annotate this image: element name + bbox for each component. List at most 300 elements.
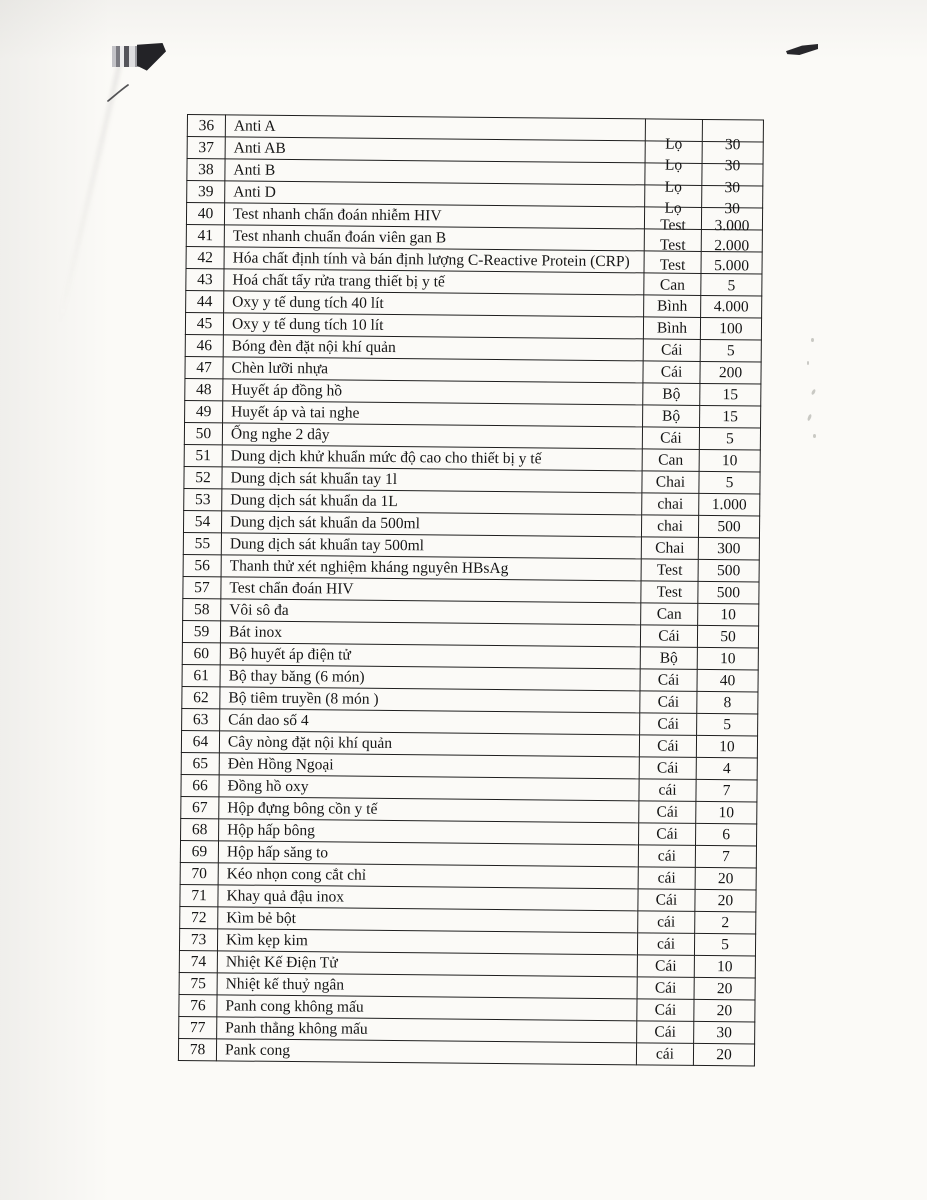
unit-cell-text: cái: [657, 869, 676, 887]
unit-cell-text: cái: [655, 1045, 675, 1063]
row-number-cell-text: 63: [192, 710, 209, 728]
row-number-cell-text: 50: [195, 424, 212, 442]
unit-cell: [638, 889, 695, 912]
unit-cell-text: Test: [656, 583, 683, 601]
row-number-cell: [183, 510, 221, 532]
quantity-cell-text: 500: [717, 517, 741, 535]
unit-cell: [643, 361, 700, 384]
quantity-cell: [699, 449, 760, 472]
row-number-cell: [183, 532, 221, 554]
unit-cell-text: Can: [656, 605, 682, 623]
quantity-cell: [696, 801, 757, 824]
row-number-cell: [186, 290, 224, 312]
quantity-cell-text: 2.000: [714, 236, 750, 254]
row-number-cell: [182, 664, 220, 686]
row-number-cell-text: 39: [197, 182, 214, 200]
unit-cell-text: Lọ: [665, 135, 683, 153]
item-name-cell-text: Oxy y tế dung tích 10 lít: [231, 314, 384, 334]
unit-cell-text: cái: [658, 781, 677, 799]
unit-cell-text: Cái: [657, 671, 680, 689]
row-number-cell-text: 72: [190, 908, 207, 926]
row-number-cell-text: 54: [194, 512, 211, 530]
row-number-cell-text: 48: [196, 380, 212, 398]
unit-cell-text: cái: [656, 935, 676, 953]
unit-cell-text: chai: [657, 517, 684, 535]
unit-cell: [643, 383, 700, 406]
item-name-cell-text: Dung dịch sát khuẩn da 500ml: [230, 512, 421, 532]
row-number-cell: [182, 642, 220, 664]
quantity-cell: [700, 405, 761, 428]
row-number-cell-text: 40: [197, 204, 214, 222]
unit-cell-text: Bộ: [662, 385, 681, 403]
unit-cell: [638, 845, 695, 868]
quantity-cell-text: 10: [721, 451, 738, 469]
row-number-cell: [185, 378, 223, 400]
unit-cell-text: Lọ: [664, 178, 683, 196]
quantity-cell-text: 5.000: [714, 256, 750, 274]
quantity-cell: [696, 779, 757, 802]
row-number-cell-text: 69: [191, 842, 208, 860]
unit-cell: [636, 1043, 693, 1066]
row-number-cell-text: 61: [193, 666, 209, 684]
quantity-cell-text: 20: [716, 979, 733, 997]
quantity-cell-text: 2: [721, 913, 730, 931]
row-number-cell: [178, 1038, 216, 1060]
unit-cell: [641, 603, 698, 626]
quantity-cell: [696, 735, 757, 758]
row-number-cell: [184, 466, 222, 488]
bleed-through-speck: [807, 414, 812, 422]
item-name-cell-text: Nhiệt kế thuỷ ngân: [225, 974, 345, 994]
item-name-cell-text: Test chẩn đoán HIV: [229, 578, 354, 598]
row-number-cell: [180, 906, 218, 928]
quantity-cell: [698, 559, 759, 582]
table-row: [178, 1038, 754, 1066]
unit-cell: [644, 273, 701, 296]
item-name-cell-text: Test nhanh chẩn đoán nhiễm HIV: [232, 204, 442, 224]
unit-cell: [642, 427, 699, 450]
unit-cell-text: Test: [660, 216, 686, 234]
item-name-cell-text: Kéo nhọn cong cắt chỉ: [226, 864, 367, 884]
unit-cell-text: Cái: [655, 891, 678, 909]
row-number-cell-text: 42: [197, 248, 213, 266]
row-number-cell-text: 71: [191, 886, 207, 904]
row-number-cell-text: 64: [192, 732, 209, 750]
row-number-cell-text: 78: [189, 1040, 206, 1058]
quantity-cell: [695, 867, 756, 890]
row-number-cell-text: 47: [196, 358, 212, 376]
row-number-cell-text: 60: [193, 644, 210, 662]
quantity-cell: [697, 669, 758, 692]
row-number-cell: [187, 137, 225, 159]
unit-cell: [641, 559, 698, 582]
unit-cell-text: Cái: [654, 1023, 677, 1041]
unit-cell-text: Cái: [657, 737, 679, 755]
row-number-cell-text: 43: [197, 270, 213, 288]
row-number-cell: [179, 972, 217, 994]
unit-cell: [640, 625, 697, 648]
row-number-cell: [185, 400, 223, 422]
unit-cell: [639, 735, 696, 758]
item-name-cell-text: Test nhanh chuẩn đoán viên gan B: [232, 226, 447, 246]
row-number-cell-text: 53: [194, 490, 211, 508]
row-number-cell-text: 41: [197, 226, 214, 244]
supply-table-body: [178, 115, 763, 1066]
quantity-cell-text: 200: [718, 363, 743, 381]
item-name-cell-text: Dung dịch sát khuẩn da 1L: [230, 490, 398, 510]
unit-cell-text: Can: [658, 451, 684, 469]
unit-cell: [643, 405, 700, 428]
row-number-cell: [186, 268, 224, 290]
clip-stripes: [112, 46, 139, 67]
item-name-cell-text: Bộ huyết áp điện tử: [228, 644, 351, 664]
row-number-cell-text: 52: [195, 468, 211, 486]
row-number-cell-text: 58: [193, 600, 210, 618]
unit-cell-text: Lọ: [664, 199, 682, 217]
unit-cell: [637, 999, 694, 1022]
unit-cell-text: Cái: [655, 957, 677, 975]
item-name-cell-text: Bát inox: [228, 622, 283, 641]
quantity-cell: [702, 119, 763, 153]
unit-cell-text: Cái: [657, 715, 680, 733]
quantity-cell: [699, 471, 760, 494]
quantity-cell-text: 500: [716, 583, 741, 601]
quantity-cell: [694, 1021, 755, 1044]
quantity-cell: [694, 933, 755, 956]
unit-cell-text: Cái: [660, 341, 683, 359]
row-number-cell-text: 57: [194, 578, 210, 596]
row-number-cell: [182, 686, 220, 708]
bleed-through-speck: [811, 389, 816, 396]
quantity-cell-text: 7: [721, 847, 730, 865]
quantity-cell: [699, 427, 760, 450]
bleed-through-speck: [813, 434, 816, 438]
quantity-cell-text: 4: [722, 759, 731, 777]
unit-cell: [641, 581, 698, 604]
row-number-cell-text: 77: [189, 1018, 206, 1036]
quantity-cell: [700, 361, 761, 384]
row-number-cell-text: 65: [192, 754, 209, 772]
item-name-cell-text: Dung dịch sát khuẩn tay 500ml: [229, 534, 425, 554]
unit-cell: [645, 119, 702, 153]
unit-cell: [641, 515, 698, 538]
item-name-cell-text: Huyết áp đồng hồ: [231, 380, 343, 400]
row-number-cell: [187, 115, 225, 137]
unit-cell-text: Cái: [656, 803, 679, 821]
quantity-cell: [694, 977, 755, 1000]
unit-cell-text: Cái: [657, 693, 680, 711]
item-name-cell-text: Hộp hấp săng to: [226, 842, 329, 861]
unit-cell: [641, 537, 698, 560]
quantity-cell: [695, 889, 756, 912]
unit-cell: [643, 339, 700, 362]
row-number-cell-text: 76: [190, 996, 206, 1014]
row-number-cell: [185, 356, 223, 378]
quantity-cell-text: 20: [716, 1001, 733, 1019]
row-number-cell-text: 74: [190, 952, 207, 970]
item-name-cell: [216, 1039, 636, 1065]
row-number-cell: [181, 774, 219, 796]
unit-cell: [642, 493, 699, 516]
row-number-cell: [186, 246, 224, 268]
unit-cell: [639, 779, 696, 802]
item-name-cell-text: Pank cong: [224, 1040, 291, 1059]
unit-cell-text: Cái: [656, 759, 679, 777]
quantity-cell-text: 6: [722, 825, 731, 843]
binder-clip-scan-mark: [112, 43, 166, 73]
row-number-cell: [186, 203, 224, 225]
quantity-cell: [694, 999, 755, 1022]
row-number-cell-text: 66: [192, 776, 208, 794]
quantity-cell: [697, 625, 758, 648]
quantity-cell-text: 30: [724, 156, 741, 174]
item-name-cell-text: Cây nòng đặt nội khí quản: [227, 732, 393, 752]
row-number-cell: [184, 422, 222, 444]
unit-cell: [642, 471, 699, 494]
quantity-cell-text: 30: [724, 199, 740, 217]
quantity-cell-text: 7: [722, 781, 731, 799]
item-name-cell-text: Đèn Hồng Ngoại: [227, 754, 334, 773]
row-number-cell: [181, 752, 219, 774]
unit-cell-text: cái: [657, 847, 677, 865]
quantity-cell-text: 10: [718, 803, 735, 821]
item-name-cell-text: Dung dịch sát khuẩn tay 1l: [230, 468, 398, 488]
item-name-cell-text: Hộp hấp bông: [227, 820, 316, 839]
item-name-cell-text: Thanh thử xét nghiệm kháng nguyên HBsAg: [229, 556, 509, 577]
quantity-cell-text: 10: [720, 605, 737, 623]
unit-cell: [644, 251, 701, 274]
bleed-through-speck: [811, 338, 814, 342]
unit-cell-text: Cái: [660, 429, 682, 447]
quantity-cell: [698, 537, 759, 560]
quantity-cell: [694, 955, 755, 978]
item-name-cell-text: Panh cong không mấu: [225, 996, 364, 1016]
unit-cell-text: cái: [657, 913, 676, 931]
quantity-cell-text: 20: [717, 891, 734, 909]
unit-cell-text: Chai: [655, 539, 685, 557]
item-name-cell-text: Anti D: [233, 182, 276, 201]
supply-table: [178, 114, 764, 1066]
unit-cell: [642, 449, 699, 472]
row-number-cell: [182, 708, 220, 730]
unit-cell-text: Bộ: [661, 407, 681, 425]
quantity-cell: [699, 493, 760, 516]
row-number-cell: [186, 224, 224, 246]
row-number-cell-text: 55: [194, 534, 211, 552]
item-name-cell-text: Hóa chất định tính và bán định lượng C-Reactive Protein (CRP): [232, 248, 630, 270]
quantity-cell-text: 5: [721, 935, 730, 953]
unit-cell: [640, 647, 697, 670]
quantity-cell-text: 8: [723, 693, 732, 711]
row-number-cell: [181, 796, 219, 818]
item-name-cell-text: Kìm bẻ bột: [226, 908, 297, 927]
row-number-cell-text: 44: [196, 292, 213, 310]
quantity-cell: [695, 845, 756, 868]
row-number-cell: [185, 334, 223, 356]
item-name-cell-text: Panh thẳng không mấu: [225, 1018, 368, 1038]
quantity-cell-text: 3.000: [714, 216, 750, 234]
quantity-cell: [701, 251, 762, 274]
quantity-cell: [697, 691, 758, 714]
quantity-cell: [696, 823, 757, 846]
row-number-cell: [179, 928, 217, 950]
row-number-cell: [180, 840, 218, 862]
unit-cell: [644, 295, 701, 318]
item-name-cell-text: Oxy y tế dung tích 40 lít: [232, 292, 384, 312]
unit-cell-text: Cái: [658, 627, 680, 645]
quantity-cell-text: 300: [717, 539, 741, 557]
row-number-cell: [181, 818, 219, 840]
row-number-cell-text: 37: [198, 138, 215, 156]
quantity-cell: [701, 295, 762, 318]
row-number-cell: [181, 730, 219, 752]
unit-cell-text: Bình: [656, 319, 688, 337]
quantity-cell-text: 30: [724, 178, 741, 196]
unit-cell-text: Chai: [655, 473, 686, 491]
item-name-cell-text: Bộ thay băng (6 món): [228, 666, 365, 686]
item-name-cell-text: Hộp đựng bông cồn y tế: [227, 798, 378, 818]
unit-cell-text: Cái: [654, 1001, 677, 1019]
quantity-cell-text: 20: [717, 869, 734, 887]
unit-cell-text: Bộ: [659, 649, 678, 667]
item-name-cell-text: Hoá chất tẩy rửa trang thiết bị y tế: [232, 270, 445, 290]
row-number-cell: [184, 488, 222, 510]
item-name-cell-text: Bộ tiêm truyền (8 món ): [228, 688, 379, 708]
unit-cell: [637, 933, 694, 956]
unit-cell-text: Lọ: [664, 156, 683, 174]
quantity-cell: [701, 273, 762, 296]
item-name-cell-text: Ống nghe 2 dây: [230, 424, 330, 443]
item-name-cell-text: Nhiệt Kế Điện Tử: [225, 952, 338, 971]
row-number-cell: [179, 950, 217, 972]
unit-cell-text: Cái: [656, 825, 678, 843]
row-number-cell-text: 49: [195, 402, 212, 420]
row-number-cell-text: 73: [190, 930, 207, 948]
quantity-cell: [698, 603, 759, 626]
row-number-cell-text: 70: [191, 864, 208, 882]
item-name-cell-text: Kìm kẹp kim: [225, 930, 308, 949]
item-name-cell-text: Bóng đèn đặt nội khí quản: [231, 336, 396, 356]
item-name-cell-text: Anti B: [233, 160, 276, 179]
row-number-cell-text: 75: [190, 974, 206, 992]
row-number-cell-text: 56: [194, 556, 211, 574]
quantity-cell: [698, 581, 759, 604]
row-number-cell: [179, 994, 217, 1016]
unit-cell: [637, 1021, 694, 1044]
unit-cell-text: Cái: [654, 979, 677, 997]
quantity-cell-text: 500: [716, 561, 741, 579]
row-number-cell-text: 46: [196, 336, 213, 354]
row-number-cell: [183, 576, 221, 598]
quantity-cell-text: 5: [726, 341, 735, 359]
quantity-cell-text: 15: [722, 407, 738, 425]
row-number-cell: [179, 1016, 217, 1038]
unit-cell-text: Test: [656, 561, 683, 579]
bleed-through-speck: [807, 361, 809, 365]
quantity-cell: [696, 757, 757, 780]
unit-cell-text: Cái: [660, 363, 683, 381]
quantity-cell-text: 50: [720, 627, 736, 645]
quantity-cell-text: 10: [719, 649, 736, 667]
row-number-cell: [184, 444, 222, 466]
unit-cell: [638, 867, 695, 890]
quantity-cell-text: 5: [725, 429, 734, 447]
row-number-cell: [180, 862, 218, 884]
quantity-cell-text: 20: [716, 1045, 732, 1063]
quantity-cell-text: 100: [719, 319, 743, 337]
quantity-cell-text: 10: [717, 957, 733, 975]
row-number-cell: [187, 159, 225, 181]
quantity-cell-text: 1.000: [711, 495, 747, 513]
item-name-cell-text: Khay quả đậu inox: [226, 886, 345, 906]
unit-cell-text: Can: [659, 276, 685, 294]
quantity-cell-text: 4.000: [713, 297, 749, 315]
unit-cell: [643, 317, 700, 340]
quantity-cell: [700, 383, 761, 406]
quantity-cell: [700, 317, 761, 340]
item-name-cell-text: Cán dao số 4: [228, 710, 309, 729]
row-number-cell-text: 59: [193, 622, 210, 640]
row-number-cell-text: 36: [198, 116, 215, 134]
item-name-cell-text: Huyết áp và tai nghe: [231, 402, 360, 422]
quantity-cell: [700, 339, 761, 362]
quantity-cell: [698, 515, 759, 538]
quantity-cell-text: 5: [725, 473, 734, 491]
row-number-cell: [187, 181, 225, 203]
row-number-cell: [182, 620, 220, 642]
unit-cell-text: chai: [657, 495, 684, 513]
row-number-cell: [183, 554, 221, 576]
clip-black-shape: [137, 43, 166, 73]
quantity-cell-text: 30: [716, 1023, 733, 1041]
unit-cell: [640, 691, 697, 714]
quantity-cell-text: 40: [719, 671, 736, 689]
quantity-cell: [693, 1043, 754, 1066]
quantity-cell-text: 10: [719, 737, 735, 755]
row-number-cell-text: 51: [195, 446, 212, 464]
quantity-cell: [697, 647, 758, 670]
quantity-cell-text: 5: [723, 715, 732, 733]
item-name-cell-text: Chèn lưỡi nhựa: [231, 358, 329, 377]
row-number-cell: [180, 884, 218, 906]
quantity-cell: [697, 713, 758, 736]
item-name-cell-text: Vôi sô đa: [229, 600, 289, 619]
item-name-cell-text: Đồng hồ oxy: [227, 776, 309, 795]
item-name-cell-text: Dung dịch khử khuẩn mức độ cao cho thiết bị y tế: [230, 446, 542, 467]
quantity-cell-text: 15: [722, 385, 739, 403]
quantity-cell-text: 30: [724, 135, 741, 153]
unit-cell: [637, 977, 694, 1000]
unit-cell: [639, 823, 696, 846]
row-number-cell-text: 38: [198, 160, 214, 178]
unit-cell: [639, 757, 696, 780]
quantity-cell-text: 5: [727, 276, 736, 294]
unit-cell: [637, 955, 694, 978]
corner-ink-mark: [786, 44, 818, 55]
row-number-cell-text: 68: [191, 820, 208, 838]
row-number-cell-text: 67: [192, 798, 208, 816]
row-number-cell: [183, 598, 221, 620]
unit-cell-text: Test: [659, 256, 686, 274]
item-name-cell-text: Anti AB: [233, 138, 286, 157]
row-number-cell-text: 62: [193, 688, 209, 706]
unit-cell-text: Bình: [657, 297, 688, 315]
unit-cell: [638, 911, 695, 934]
item-name-cell-text: Anti A: [233, 116, 276, 135]
row-number-cell: [185, 312, 223, 334]
row-number-cell-text: 45: [196, 314, 213, 332]
unit-cell: [640, 713, 697, 736]
